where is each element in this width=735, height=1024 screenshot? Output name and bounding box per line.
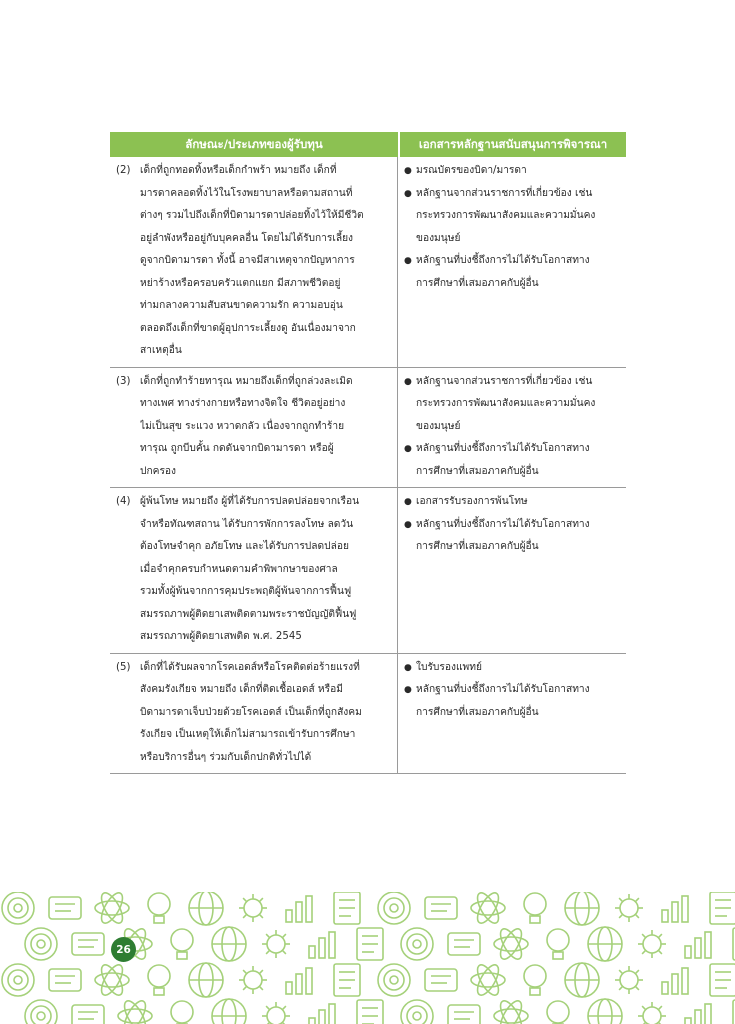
documents-cell	[398, 488, 626, 653]
bullet-icon: ●	[404, 444, 412, 454]
criteria-table	[110, 132, 626, 774]
description-line: เด็กที่ได้รับผลจากโรคเอดส์หรือโรคติดต่อร้ายแรงที่	[140, 661, 360, 673]
description-line: หรือบริการอื่นๆ ร่วมกับเด็กปกติทั่วไปได้	[140, 751, 312, 763]
recipient-type-cell	[110, 368, 398, 488]
document-item	[404, 438, 622, 483]
row-number: (2)	[116, 165, 131, 176]
description-line: เด็กที่ถูกทำร้ายทารุณ หมายถึงเด็กที่ถูกล่วงละเมิด	[140, 375, 353, 387]
document-line: หลักฐานที่บ่งชี้ถึงการไม่ได้รับโอกาสทาง	[416, 443, 590, 454]
recipient-type-cell	[110, 488, 398, 653]
description-line: ตลอดถึงเด็กที่ขาดผู้อุปการะเลี้ยงดู อันเนื่องมาจาก	[140, 322, 356, 334]
header-supporting-documents: เอกสารหลักฐานสนับสนุนการพิจารณา	[400, 132, 626, 157]
page-number: 26	[111, 937, 136, 962]
document-line: การศึกษาที่เสมอภาคกับผู้อื่น	[416, 465, 539, 477]
document-line: การศึกษาที่เสมอภาคกับผู้อื่น	[416, 706, 539, 718]
description-line: หย่าร้างหรือครอบครัวแตกแยก มีสภาพชีวิตอยู่	[140, 277, 341, 289]
description-line: เมื่อจำคุกครบกำหนดตามคำพิพากษาของศาล	[140, 563, 338, 575]
document-item	[404, 250, 622, 295]
documents-cell	[398, 157, 626, 367]
recipient-type-cell	[110, 654, 398, 774]
document-line: การศึกษาที่เสมอภาคกับผู้อื่น	[416, 277, 539, 289]
recipient-type-cell	[110, 157, 398, 367]
document-line: กระทรวงการพัฒนาสังคมและความมั่นคง	[416, 210, 596, 221]
bullet-icon: ●	[404, 497, 412, 507]
description-line: ท่ามกลางความสับสนขาดความรัก ความอบอุ่น	[140, 300, 343, 311]
bullet-icon: ●	[404, 256, 412, 266]
table-row	[110, 367, 626, 488]
document-line: หลักฐานที่บ่งชี้ถึงการไม่ได้รับโอกาสทาง	[416, 518, 590, 530]
description-line: เด็กที่ถูกทอดทิ้งหรือเด็กกำพร้า หมายถึง เด็กที่	[140, 165, 337, 176]
row-number: (4)	[116, 496, 131, 507]
description-line: สมรรถภาพผู้ติดยาเสพติด พ.ศ. 2545	[140, 631, 302, 642]
document-line: ของมนุษย์	[416, 232, 461, 244]
document-line: เอกสารรับรองการพ้นโทษ	[416, 496, 528, 507]
document-item	[404, 679, 622, 724]
table-body	[110, 157, 626, 773]
description-line: ต่างๆ รวมไปถึงเด็กที่บิดามารดาปล่อยทิ้งไว้ให้มีชีวิต	[140, 210, 364, 221]
header-recipient-type: ลักษณะ/ประเภทของผู้รับทุน	[110, 132, 400, 157]
description-line: สังคมรังเกียจ หมายถึง เด็กที่ติดเชื้อเอดส์ หรือมี	[140, 684, 343, 695]
row-number: (3)	[116, 375, 131, 387]
document-item	[404, 160, 622, 183]
description-line: มารดาคลอดทิ้งไว้ในโรงพยาบาลหรือตามสถานที่	[140, 187, 353, 199]
table-header	[110, 132, 626, 157]
document-line: หลักฐานที่บ่งชี้ถึงการไม่ได้รับโอกาสทาง	[416, 684, 590, 695]
table-row	[110, 157, 626, 367]
description-line: ดูจากบิดามารดา ทั้งนี้ อาจมีสาเหตุจากปัญหาการ	[140, 255, 355, 266]
bullet-icon: ●	[404, 376, 412, 387]
bullet-icon: ●	[404, 166, 412, 176]
document-line: การศึกษาที่เสมอภาคกับผู้อื่น	[416, 541, 539, 552]
document-item	[404, 183, 622, 251]
document-line: มรณบัตรของบิดา/มารดา	[416, 165, 527, 176]
document-item	[404, 657, 622, 680]
documents-cell	[398, 654, 626, 774]
description-line: ผู้พ้นโทษ หมายถึง ผู้ที่ได้รับการปลดปล่อยจากเรือน	[140, 496, 360, 507]
bullet-icon: ●	[404, 188, 412, 199]
document-line: หลักฐานที่บ่งชี้ถึงการไม่ได้รับโอกาสทาง	[416, 255, 590, 266]
document-line: ใบรับรองแพทย์	[416, 661, 482, 673]
table-row	[110, 653, 626, 774]
description-line: อยู่ลำพังหรืออยู่กับบุคคลอื่น โดยไม่ได้รับการเลี้ยง	[140, 232, 354, 244]
document-item	[404, 371, 622, 439]
description-line: สาเหตุอื่น	[140, 345, 182, 356]
description-line: รวมทั้งผู้พ้นจากการคุมประพฤติผู้พ้นจากการฟื้นฟู	[140, 586, 352, 597]
description-line: ต้องโทษจำคุก อภัยโทษ และได้รับการปลดปล่อย	[140, 541, 349, 552]
description-line: บิดามารดาเจ็บป่วยด้วยโรคเอดส์ เป็นเด็กที่ถูกสังคม	[140, 706, 362, 718]
document-line: หลักฐานจากส่วนราชการที่เกี่ยวข้อง เช่น	[416, 375, 593, 387]
description-line: ทางเพศ ทางร่างกายหรือทางจิตใจ ชีวิตอยู่อย่าง	[140, 398, 346, 409]
row-number: (5)	[116, 661, 131, 673]
bullet-icon: ●	[404, 519, 412, 530]
description-line: ปกครอง	[140, 465, 177, 477]
documents-cell	[398, 368, 626, 488]
document-line: ของมนุษย์	[416, 420, 461, 432]
description-line: สมรรถภาพผู้ติดยาเสพติดตามพระราชบัญญัติฟื้นฟู	[140, 608, 357, 620]
bullet-icon: ●	[404, 662, 412, 673]
document-line: กระทรวงการพัฒนาสังคมและความมั่นคง	[416, 398, 596, 409]
document-item	[404, 491, 622, 514]
document-line: หลักฐานจากส่วนราชการที่เกี่ยวข้อง เช่น	[416, 187, 593, 199]
description-line: จำหรือทัณฑสถาน ได้รับการพักการลงโทษ ลดวัน	[140, 518, 354, 530]
description-line: ไม่เป็นสุข ระแวง หวาดกลัว เนื่องจากถูกทำร้าย	[140, 420, 345, 432]
description-line: รังเกียจ เป็นเหตุให้เด็กไม่สามารถเข้ารับการศึกษา	[140, 729, 356, 740]
bullet-icon: ●	[404, 685, 412, 695]
document-item	[404, 514, 622, 559]
table-row	[110, 487, 626, 653]
footer-icon-pattern	[0, 892, 735, 1024]
description-line: ทารุณ ถูกบีบคั้น กดดันจากบิดามารดา หรือผู้	[140, 443, 334, 454]
